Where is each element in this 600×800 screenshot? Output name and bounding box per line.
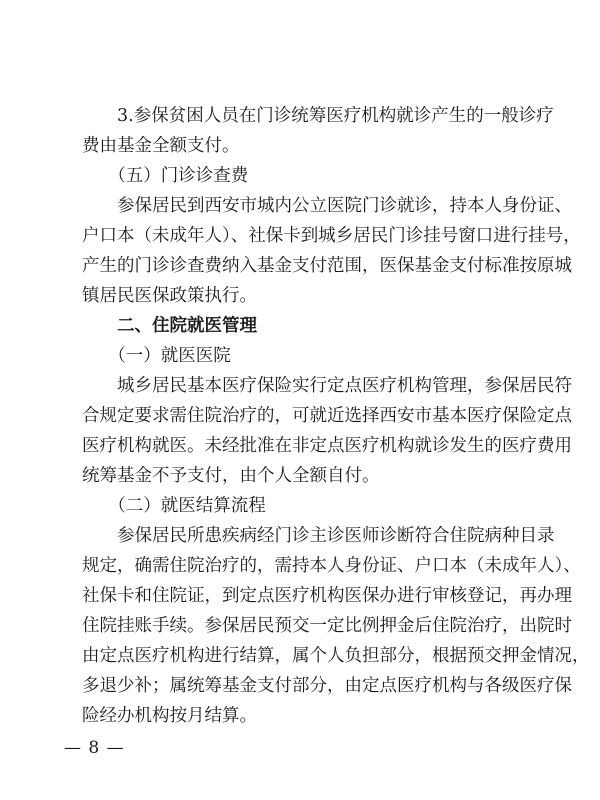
subsection-title: （五）门诊诊查费 — [82, 166, 249, 186]
paragraph-line: 产生的门诊诊查费纳入基金支付范围，医保基金支付标准按原城 — [82, 256, 572, 276]
paragraph-line: 统筹基金不予支付，由个人全额自付。 — [82, 466, 380, 486]
paragraph-line: 城乡居民基本医疗保险实行定点医疗机构管理，参保居民符 — [82, 376, 572, 396]
paragraph-line: 参保居民所患疾病经门诊主诊医师诊断符合住院病种目录 — [82, 526, 555, 546]
paragraph-line: 险经办机构按月结算。 — [82, 706, 257, 726]
paragraph-line: 社保卡和住院证，到定点医疗机构医保办进行审核登记，再办理 — [82, 586, 572, 606]
paragraph-line: 由定点医疗机构进行结算，属个人负担部分，根据预交押金情况， — [82, 646, 590, 666]
paragraph-line: 多退少补；属统筹基金支付部分，由定点医疗机构与各级医疗保 — [82, 676, 572, 696]
paragraph-line: 费由基金全额支付。 — [82, 136, 240, 156]
subsection-title: （二）就医结算流程 — [82, 496, 266, 516]
paragraph-line: 合规定要求需住院治疗的，可就近选择西安市基本医疗保险定点 — [82, 406, 572, 426]
section-title: 二、住院就医管理 — [82, 316, 257, 336]
paragraph-line: 户口本（未成年人）、社保卡到城乡居民门诊挂号窗口进行挂号， — [82, 226, 581, 246]
paragraph-line: 住院挂账手续。参保居民预交一定比例押金后住院治疗，出院时 — [82, 616, 572, 636]
paragraph-line: 医疗机构就医。未经批准在非定点医疗机构就诊发生的医疗费用 — [82, 436, 572, 456]
paragraph-line: 参保居民到西安市城内公立医院门诊就诊，持本人身份证、 — [82, 196, 572, 216]
page-number: — 8 — — [64, 738, 125, 758]
paragraph-line: 镇居民医保政策执行。 — [82, 286, 257, 306]
paragraph-line: 3.参保贫困人员在门诊统筹医疗机构就诊产生的一般诊疗 — [82, 106, 554, 126]
paragraph-line: 规定，确需住院治疗的，需持本人身份证、户口本（未成年人）、 — [82, 556, 581, 576]
subsection-title: （一）就医医院 — [82, 346, 231, 366]
